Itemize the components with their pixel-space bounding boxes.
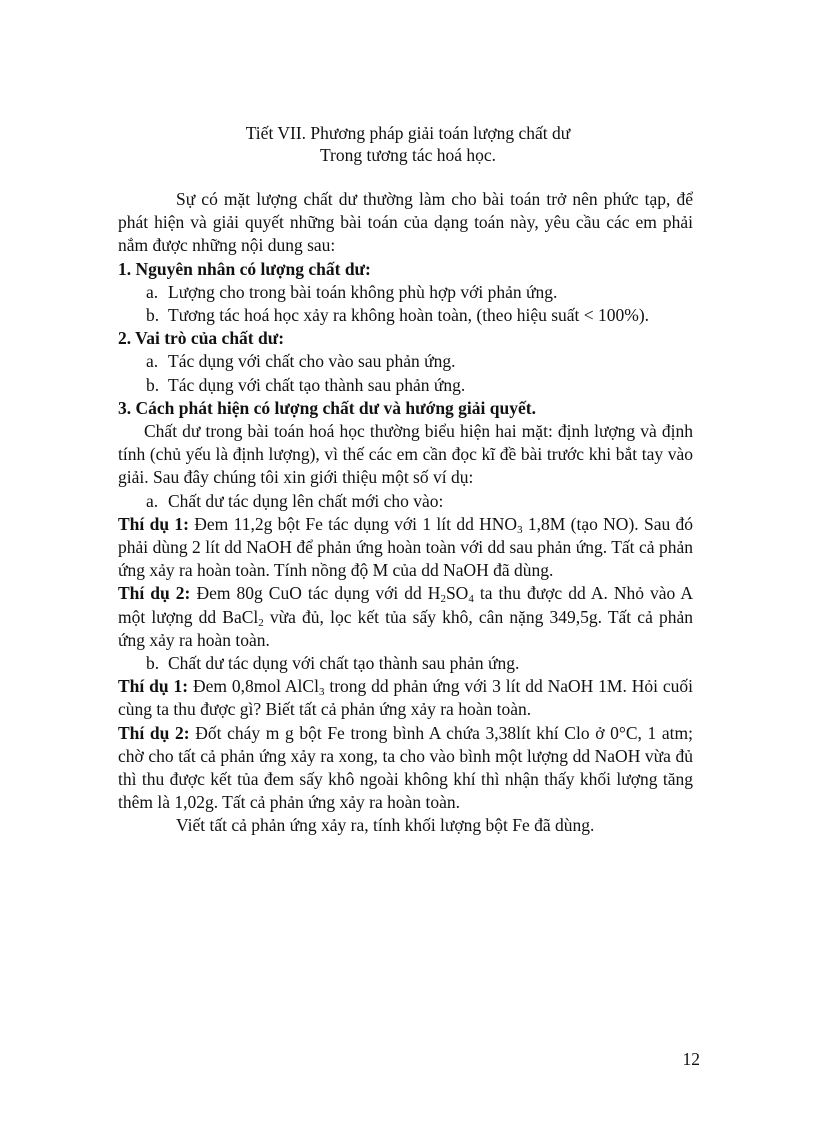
example-text: 1,8M (tạo NO). Sau đó phải dùng 2 lít dd NaOH để phản ứng hoàn toàn với dd sau phản ứng. Tất cả phản ứng xảy ra hoàn toàn. Tính nồng độ M của dd NaOH đã dùng. xyxy=(118,513,694,581)
section-3-sub-a xyxy=(118,490,693,513)
list-item-text: Tương tác hoá học xảy ra không hoàn toàn, (theo hiệu suất < 100%). xyxy=(168,305,650,326)
example-b1 xyxy=(118,675,693,721)
section-2-item-b xyxy=(118,374,693,397)
document-body xyxy=(118,188,693,838)
example-label: Thí dụ 2: xyxy=(118,583,191,604)
list-item-text: Chất dư tác dụng lên chất mới cho vào: xyxy=(168,490,444,511)
list-marker: b. xyxy=(146,653,160,674)
example-label: Thí dụ 1: xyxy=(118,676,189,697)
example-a2 xyxy=(118,582,693,652)
section-1-heading: 1. Nguyên nhân có lượng chất dư: xyxy=(118,258,371,279)
subscript: 3 xyxy=(517,523,523,536)
example-text: Đem 0,8mol AlCl xyxy=(192,676,319,697)
example-text: SO xyxy=(445,583,469,604)
section-1-item-a xyxy=(118,281,693,304)
list-marker: a. xyxy=(146,281,159,302)
example-text: vừa đủ, lọc kết tủa sấy khô, cân nặng 349,5g. Tất cả phản ứng xảy ra hoàn toàn. xyxy=(118,606,694,650)
closing-paragraph: Viết tất cả phản ứng xảy ra, tính khối lượng bột Fe đã dùng. xyxy=(176,815,595,836)
example-text: Đem 80g CuO tác dụng với dd H xyxy=(196,583,441,604)
title-line-2: Trong tương tác hoá học. xyxy=(319,145,497,165)
subscript: 4 xyxy=(468,593,474,606)
example-a1 xyxy=(118,513,693,583)
example-label: Thí dụ 2: xyxy=(118,722,190,743)
list-marker: b. xyxy=(146,305,160,326)
example-text: Đốt cháy m g bột Fe trong bình A chứa 3,38lít khí Clo ở 0°C, 1 atm; chờ cho tất cả phản ứng xảy ra xong, ta cho vào bình một lượng dd NaOH vừa đủ thì thu được kết tủa đem sấy khô ngoài không khí thì nhận thấy khối lượng tăng thêm là 1,02g. Tất cả phản ứng xảy ra hoàn toàn. xyxy=(118,722,693,813)
example-text: ta thu được dd A. Nhỏ vào A một lượng dd BaCl xyxy=(118,583,694,627)
example-label: Thí dụ 1: xyxy=(118,513,189,534)
section-2-heading: 2. Vai trò của chất dư: xyxy=(118,328,285,349)
list-marker: b. xyxy=(146,374,160,395)
list-item-text: Chất dư tác dụng với chất tạo thành sau phản ứng. xyxy=(168,653,520,674)
list-marker: a. xyxy=(146,351,159,372)
example-text: trong dd phản ứng với 3 lít dd NaOH 1M. Hỏi cuối cùng ta thu được gì? Biết tất cả phản ứng xảy ra hoàn toàn. xyxy=(118,676,694,720)
subscript: 2 xyxy=(258,616,264,629)
section-3-paragraph: Chất dư trong bài toán hoá học thường biểu hiện hai mặt: định lượng và định tính (chủ yếu là định lượng), vì thế các em cần đọc kĩ đề bài trước khi bắt tay vào giải. Sau đây chúng tôi xin giới thiệu một số ví dụ: xyxy=(118,421,693,488)
section-3-heading: 3. Cách phát hiện có lượng chất dư và hướng giải quyết. xyxy=(118,397,536,418)
subscript: 3 xyxy=(318,686,325,699)
section-2-item-a xyxy=(118,350,693,373)
list-item-text: Tác dụng với chất cho vào sau phản ứng. xyxy=(168,351,456,372)
subscript: 2 xyxy=(440,593,446,606)
example-text: Đem 11,2g bột Fe tác dụng với 1 lít dd HNO xyxy=(194,513,518,534)
intro-paragraph: Sự có mặt lượng chất dư thường làm cho bài toán trở nên phức tạp, để phát hiện và giải quyết những bài toán của dạng toán này, yêu cầu các em phải nắm được những nội dung sau: xyxy=(118,189,693,256)
section-1-item-b xyxy=(118,304,693,327)
page-number: 12 xyxy=(682,1049,700,1069)
title-line-1: Tiết VII. Phương pháp giải toán lượng chất dư xyxy=(245,123,571,143)
example-b2 xyxy=(118,722,693,815)
list-marker: a. xyxy=(146,490,159,511)
section-3-sub-b xyxy=(118,652,693,675)
list-item-text: Tác dụng với chất tạo thành sau phản ứng. xyxy=(168,374,466,395)
list-item-text: Lượng cho trong bài toán không phù hợp với phản ứng. xyxy=(168,281,558,302)
